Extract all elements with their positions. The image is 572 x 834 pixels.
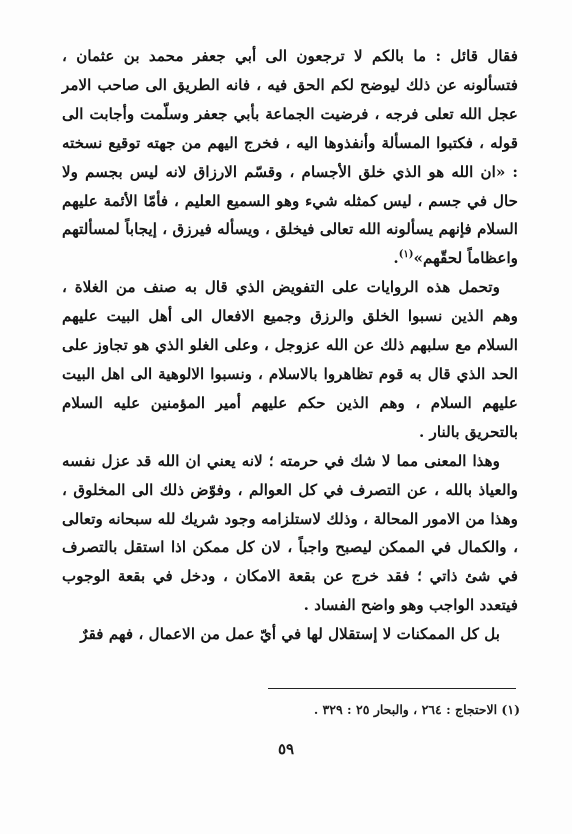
- paragraph-4: بل كل الممكنات لا إستقلال لها في أيّ عمل من الاعمال ، فهم فقرٌ: [80, 625, 500, 644]
- main-text: [62, 42, 518, 649]
- page-number: ٥٩: [277, 740, 295, 758]
- footnote-marker[interactable]: (١): [398, 249, 414, 261]
- footnote: (١) الاحتجاج : ٢٦٤ ، والبحار ٢٥ : ٣٢٩ .: [313, 702, 520, 717]
- paragraph-1: [62, 42, 518, 273]
- paragraph-2: وتحمل هذه الروايات على التفويض الذي قال به صنف من الغلاة ، وهم الذين نسبوا الخلق والرزق وجميع الافعال الى أهل البيت عليهم السلام مع سلبهم ذلك عن الله عزوجل ، وعلى الغلو الذي هو تجاوز على الحد الذي قال به قوم تظاهروا بالاسلام ، ونسبوا الالوهية الى اهل البيت عليهم السلام ، وهم الذين حكم عليهم أمير المؤمنين عليه السلام بالتحريق بالنار .: [62, 278, 518, 441]
- paragraph-1-text: فقال قائل : ما بالكم لا ترجعون الى أبي جعفر محمد بن عثمان ، فتسألونه عن ذلك ليوضح لكم الحق فيه ، فانه الطريق الى صاحب الامر عجل الله تعلى فرجه ، فرضيت الجماعة بأبي جعفر وسلّمت وأجابت الى قوله ، فكتبوا المسألة وأنفذوها اليه ، فخرج اليهم من جهته توقيع نسخته : «ان الله هو الذي خلق الأجسام ، وقسّم الارزاق لانه ليس بجسم ولا حال في جسم ، ليس كمثله شيء وهو السميع العليم ، فأمّا الأئمة عليهم السلام فإنهم يسألونه الله تعالى فيخلق ، ويسأله فيرزق ، إيجاباً لمسألتهم واعظاماً لحقّهم»: [62, 47, 518, 268]
- footnote-divider: [268, 688, 516, 689]
- paragraph-1-end: .: [393, 249, 399, 268]
- paragraph-3: وهذا المعنى مما لا شك في حرمته ؛ لانه يعني ان الله قد عزل نفسه والعياذ بالله ، عن التصرف في كل العوالم ، وفوّض ذلك الى المخلوق ، وهذا من الامور المحالة ، وذلك لاستلزامه وجود شريك لله سبحانه وتعالى ، والكمال في الممكن ليصبح واجباً ، لان كل ممكن اذا استقل بالتصرف في شئ ذاتي ؛ فقد خرج عن بقعة الامكان ، ودخل في بقعة الوجوب فيتعدد الواجب وهو واضح الفساد .: [62, 451, 518, 615]
